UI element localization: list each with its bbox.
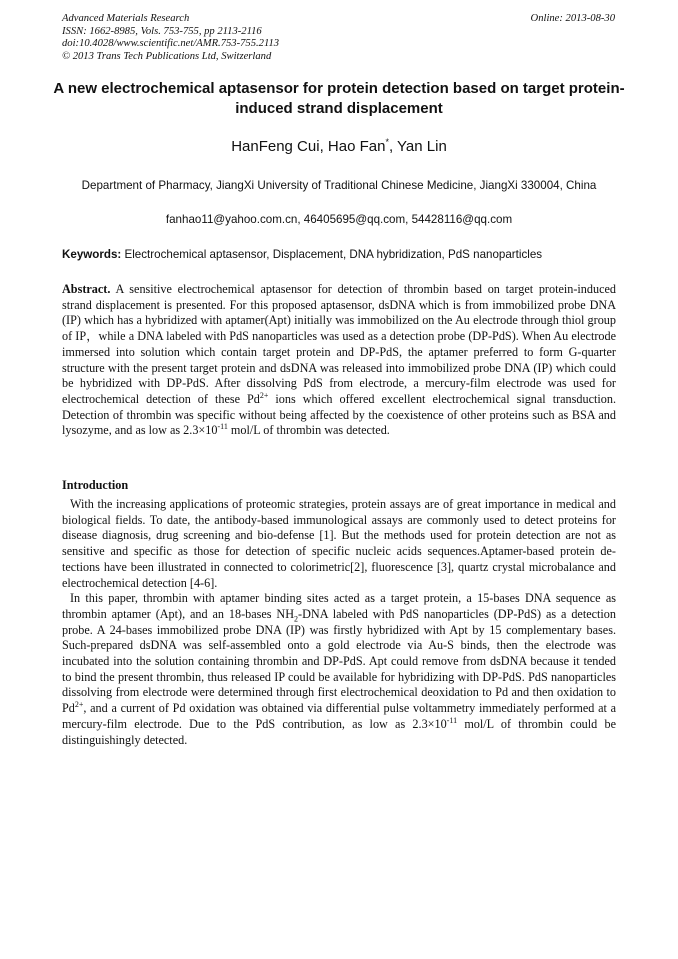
introduction-body: [62, 497, 616, 748]
affiliation: Department of Pharmacy, JiangXi University of Traditional Chinese Medicine, JiangXi 330004, China: [81, 179, 597, 192]
intro-superscript-2: -11: [446, 715, 458, 725]
doi-line: doi:10.4028/www.scientific.net/AMR.753-755.2113: [62, 38, 280, 49]
corresponding-author-mark: *: [385, 137, 389, 147]
intro-text-b: -DNA labeled with PdS nanoparticles (DP-PdS) as a detection probe. A 24-bases immobilized probe DNA (IP) was firstly hybridized with Apt by 15 complementary bases. Such-prepared dsDNA was self-assembled onto a gold electrode via Au-S binds, then the electrode was incubated into the solution containing thrombin and DP-PdS. Apt could remove from dsDNA because it tended to bind the present thrombin, thus released IP could be available for hybridizing with DP-PdS. PdS nanoparticles dissolving from electrode were determined through first electrochemical deoxidation to Pd and then oxidation to Pd: [62, 606, 616, 716]
online-date: Online: 2013-08-30: [530, 13, 615, 24]
author-list: [40, 137, 638, 157]
paper-title: A new electrochemical aptasensor for protein detection based on target protein-induced strand displacement: [53, 80, 625, 117]
keywords-label: Keywords:: [62, 248, 122, 261]
intro-text-c: , and a current of Pd oxidation was obtained via differential pulse voltammetry immediately performed at a mercury-film electrode. Due to the PdS contribution, as low as 2.3×10: [62, 701, 616, 731]
keywords: [62, 247, 616, 263]
intro-subscript: 2: [294, 614, 299, 624]
keywords-text: Electrochemical aptasensor, Displacement, DNA hybridization, PdS nanoparticles: [121, 248, 543, 261]
issn-line: ISSN: 1662-8985, Vols. 753-755, pp 2113-2116: [62, 25, 262, 37]
abstract-text-2: ions which offered excellent electrochemical signal transduction. Detection of thrombin was specific without being affected by the coexistence of other proteins such as BSA and lysozyme, and as low as 2.3×10: [62, 391, 616, 438]
intro-text-a: In this paper, thrombin with aptamer binding sites acted as a target protein, a 15-bases DNA sequence as thrombin aptamer (Apt), and an 18-bases NH: [62, 591, 616, 621]
introduction-paragraph-2: [62, 591, 616, 748]
intro-text-d: mol/L of thrombin could be distinguishingly detected.: [62, 716, 616, 747]
journal-name: Advanced Materials Research: [62, 13, 190, 24]
author-2: Hao Fan: [327, 138, 386, 155]
abstract-text-3: mol/L of thrombin was detected.: [227, 423, 390, 438]
author-3: , Yan Lin: [388, 138, 447, 155]
copyright-line: © 2013 Trans Tech Publications Ltd, Switzerland: [62, 50, 272, 62]
introduction-heading: Introduction: [62, 478, 129, 492]
author-1: HanFeng Cui,: [231, 138, 328, 155]
abstract-text-1: A sensitive electrochemical aptasensor for detection of thrombin based on target protein-induced strand displacement is presented. For this proposed aptasensor, dsDNA which is from immobilized probe DNA (IP) which has a hybridized with aptamer(Apt) initially was immobilized on the Au electrode through thiol group of IP，while a DNA labeled with PdS nanoparticles was used as a detection probe (DP-PdS). When Au electrode immersed into solution which contain target protein and DP-PdS, the aptamer preferred to form G-quarter structure with the present target protein and dsDNA was released into immobilized probe DNA (IP) which could be hybridized with DP-PdS. After dissolving PdS from electrode, a mercury-film electrode was used for electrochemical detection of these Pd: [62, 282, 616, 406]
intro-superscript-1: 2+: [74, 700, 84, 710]
introduction-paragraph-1: With the increasing applications of proteomic strategies, protein assays are of great importance in medical and biological fields. To date, the antibody-based immunological assays are commonly used to detect proteins for disease diagnosis, drug screening and bio-defense [1]. But the methods used for protein detection are not as sensitive and specific as those for detection of specific nucleic acids sequences.Aptamer-based protein de-tections have been illustrated in connected to colorimetric[2], fluorescence [3], quartz crystal microbalance and electrochemical detection [4-6].: [62, 497, 616, 590]
abstract-superscript-2: -11: [217, 422, 228, 432]
author-emails: fanhao11@yahoo.com.cn, 46405695@qq.com, 54428116@qq.com: [165, 213, 513, 226]
journal-header: [62, 13, 279, 63]
abstract-superscript-1: 2+: [259, 390, 269, 400]
abstract-label: Abstract.: [62, 282, 111, 296]
abstract: [62, 282, 616, 439]
